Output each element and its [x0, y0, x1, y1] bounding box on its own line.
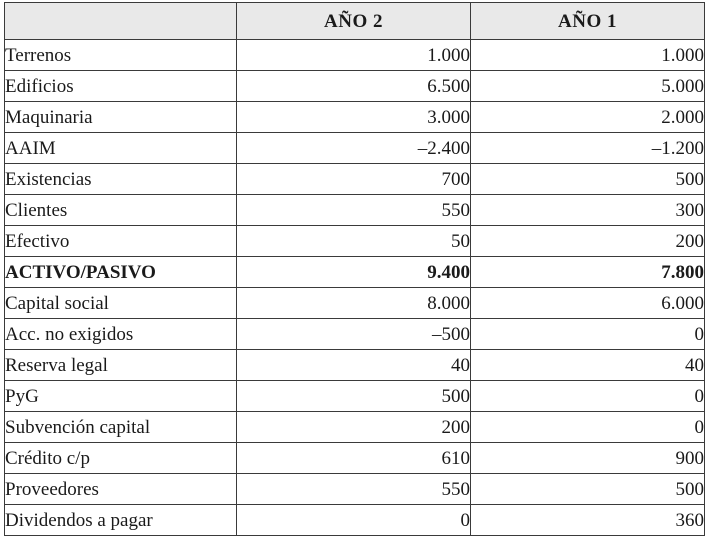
table-body: [5, 40, 705, 536]
table-row: [5, 474, 705, 505]
row-label: Dividendos a pagar: [5, 505, 237, 536]
value-year2: 6.500: [237, 71, 471, 102]
row-label: Subvención capital: [5, 412, 237, 443]
value-year1: 360: [471, 505, 705, 536]
value-year2: 50: [237, 226, 471, 257]
row-label: Terrenos: [5, 40, 237, 71]
table-row: [5, 381, 705, 412]
row-label: Acc. no exigidos: [5, 319, 237, 350]
row-label: ACTIVO/PASIVO: [5, 257, 237, 288]
row-label: Reserva legal: [5, 350, 237, 381]
row-label: AAIM: [5, 133, 237, 164]
value-year2: –500: [237, 319, 471, 350]
value-year2: 0: [237, 505, 471, 536]
value-year2: 500: [237, 381, 471, 412]
header-concept-cell: [5, 3, 237, 40]
value-year2: 8.000: [237, 288, 471, 319]
table-row: [5, 350, 705, 381]
row-label: Capital social: [5, 288, 237, 319]
value-year1: –1.200: [471, 133, 705, 164]
value-year2: –2.400: [237, 133, 471, 164]
row-label: Crédito c/p: [5, 443, 237, 474]
value-year1: 500: [471, 474, 705, 505]
value-year1: 2.000: [471, 102, 705, 133]
value-year2: 700: [237, 164, 471, 195]
table-header-row: [5, 3, 705, 40]
table-row: [5, 164, 705, 195]
table-row: [5, 505, 705, 536]
table-row: [5, 102, 705, 133]
value-year1: 300: [471, 195, 705, 226]
value-year1: 40: [471, 350, 705, 381]
value-year2: 200: [237, 412, 471, 443]
table-row: [5, 40, 705, 71]
row-label: Clientes: [5, 195, 237, 226]
value-year1: 500: [471, 164, 705, 195]
row-label: Edificios: [5, 71, 237, 102]
value-year2: 40: [237, 350, 471, 381]
value-year1: 5.000: [471, 71, 705, 102]
row-label: Existencias: [5, 164, 237, 195]
table-row: [5, 412, 705, 443]
value-year1: 0: [471, 319, 705, 350]
table-row: [5, 443, 705, 474]
row-label: Maquinaria: [5, 102, 237, 133]
value-year1: 200: [471, 226, 705, 257]
row-label: Proveedores: [5, 474, 237, 505]
value-year1: 6.000: [471, 288, 705, 319]
table-row: [5, 133, 705, 164]
header-year2: AÑO 2: [237, 3, 471, 40]
table-row: [5, 226, 705, 257]
table-row: [5, 319, 705, 350]
value-year2: 550: [237, 195, 471, 226]
header-year1: AÑO 1: [471, 3, 705, 40]
total-row: [5, 257, 705, 288]
value-year2: 550: [237, 474, 471, 505]
table-row: [5, 195, 705, 226]
balance-table: [4, 2, 705, 536]
row-label: PyG: [5, 381, 237, 412]
row-label: Efectivo: [5, 226, 237, 257]
value-year1: 0: [471, 412, 705, 443]
value-year1: 0: [471, 381, 705, 412]
value-year1: 900: [471, 443, 705, 474]
value-year2: 610: [237, 443, 471, 474]
value-year2: 9.400: [237, 257, 471, 288]
table-row: [5, 288, 705, 319]
value-year1: 1.000: [471, 40, 705, 71]
value-year2: 3.000: [237, 102, 471, 133]
value-year1: 7.800: [471, 257, 705, 288]
value-year2: 1.000: [237, 40, 471, 71]
table-row: [5, 71, 705, 102]
